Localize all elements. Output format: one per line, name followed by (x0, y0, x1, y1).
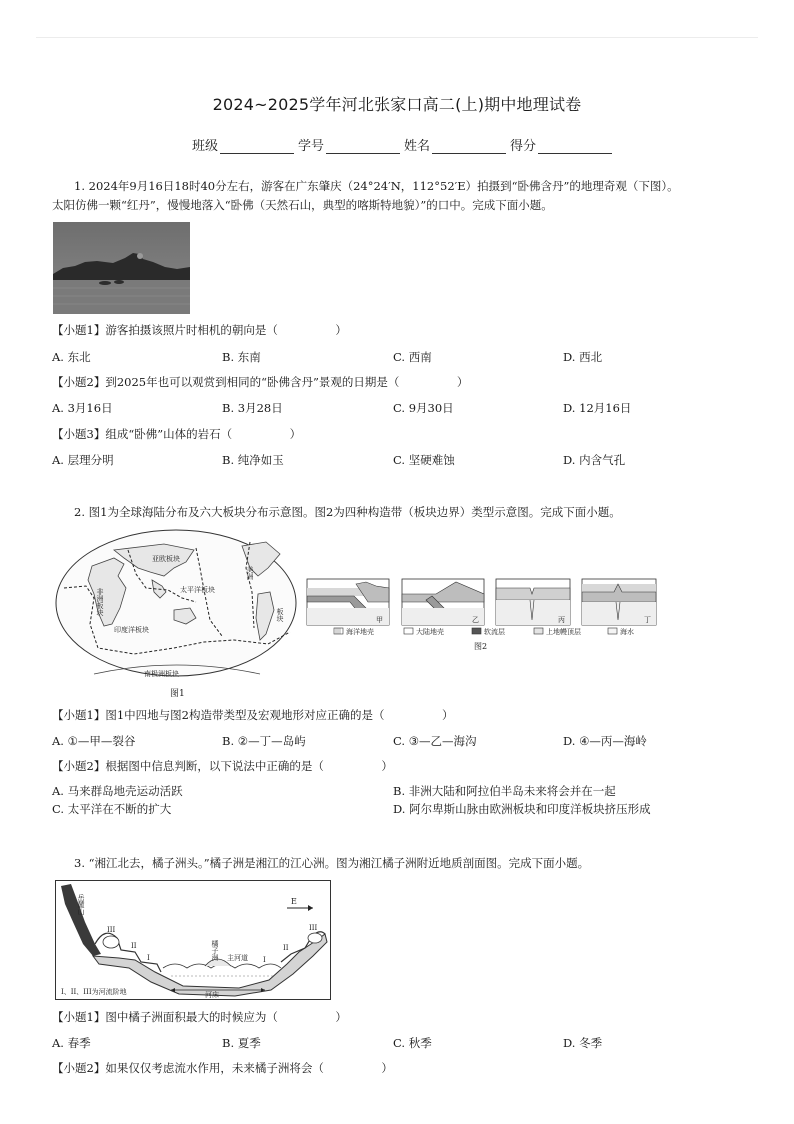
exam-title: 2024~2025学年河北张家口高二(上)期中地理试卷 (212, 95, 582, 114)
q3-label-island: 橘子洲 (211, 940, 219, 961)
fig2-label-jia: 甲 (376, 616, 383, 624)
class-field[interactable] (192, 135, 294, 154)
plate-label-pacific: 太平洋板块 (180, 586, 215, 594)
q3-terrace-note: I、II、III为河流阶地 (61, 988, 127, 996)
q3-terrace-left-3: III (107, 926, 116, 934)
q1-sub1-stem: 【小题1】游客拍摄该照片时相机的朝向是（ ） (52, 323, 347, 337)
q1-photo (53, 222, 190, 318)
q1-sub3-stem: 【小题3】组成“卧佛”山体的岩石（ ） (52, 427, 302, 441)
q2-sub2-option-c[interactable]: C. 太平洋在不断的扩大 (52, 802, 172, 816)
number-label: 学号 (298, 139, 325, 154)
q2-sub1-stem: 【小题1】图1中四地与图2构造带类型及宏观地形对应正确的是（ ） (52, 708, 454, 722)
q3-label-east: E (291, 897, 297, 906)
legend-oceanic-crust: 海洋地壳 (346, 628, 374, 636)
plate-label-eurasian: 亚欧板块 (152, 555, 180, 563)
name-label: 姓名 (404, 139, 431, 154)
q2-fig2-plate-boundaries (306, 578, 658, 656)
q3-terrace-right-3: III (309, 924, 318, 932)
q3-label-channel: 主河道 (227, 954, 248, 962)
score-blank[interactable] (538, 139, 612, 154)
q3-terrace-right-2: II (283, 944, 289, 952)
q3-sub1-stem: 【小题1】图中橘子洲面积最大的时候应为（ ） (52, 1010, 347, 1024)
q3-terrace-left-2: II (131, 942, 137, 950)
plate-label-indian: 印度洋板块 (114, 626, 149, 634)
q3-sub1-option-a[interactable]: A. 春季 (52, 1036, 91, 1050)
q1-sub3-option-c[interactable]: C. 坚硬难蚀 (393, 453, 455, 467)
q1-sub2-option-b[interactable]: B. 3月28日 (222, 401, 283, 415)
q2-sub1-option-c[interactable]: C. ③—乙—海沟 (393, 734, 477, 748)
q1-sub2-stem: 【小题2】到2025年也可以观赏到相同的“卧佛含丹”景观的日期是（ ） (52, 375, 469, 389)
legend-continental-crust: 大陆地壳 (416, 628, 444, 636)
number-field[interactable] (298, 135, 400, 154)
fig2-panel-bing (496, 579, 570, 625)
plate-label-ban: 板块 (276, 608, 284, 622)
fig2-legend (334, 627, 634, 636)
q3-sub1-option-c[interactable]: C. 秋季 (393, 1036, 432, 1050)
q3-cross-section-figure (55, 880, 331, 1004)
q2-sub2-stem: 【小题2】根据图中信息判断，以下说法中正确的是（ ） (52, 759, 393, 773)
fig2-panel-jia (307, 579, 389, 625)
q2-sub2-option-d[interactable]: D. 阿尔卑斯山脉由欧洲板块和印度洋板块挤压形成 (393, 802, 651, 816)
q2-sub1-option-b[interactable]: B. ②—丁—岛屿 (222, 734, 306, 748)
legend-seawater: 海水 (620, 628, 634, 636)
name-blank[interactable] (432, 139, 506, 154)
q2-stem: 2. 图1为全球海陆分布及六大板块分布示意图。图2为四种构造带（板块边界）类型示意图。完成下面小题。 (74, 505, 621, 519)
q3-terrace-right-1: I (263, 956, 266, 964)
q3-sub1-option-b[interactable]: B. 夏季 (222, 1036, 261, 1050)
q1-stem-line2: 太阳仿佛一颗“红丹”，慢慢地落入“卧佛（天然石山，典型的喀斯特地貌）”的口中。完成下面小题。 (52, 198, 553, 212)
legend-upper-mantle: 上地幔顶层 (546, 628, 581, 636)
fig2-label-ding: 丁 (644, 616, 651, 624)
q3-sub2-stem: 【小题2】如果仅仅考虑流水作用，未来橘子洲将会（ ） (52, 1061, 393, 1075)
score-field[interactable] (510, 135, 612, 154)
fig2-label-bing: 丙 (558, 616, 565, 624)
q2-sub2-option-b[interactable]: B. 非洲大陆和阿拉伯半岛未来将会并在一起 (393, 784, 616, 798)
q2-sub2-option-a[interactable]: A. 马来群岛地壳运动活跃 (52, 784, 183, 798)
class-label: 班级 (192, 139, 219, 154)
number-blank[interactable] (326, 139, 400, 154)
q2-fig1-caption: 图1 (170, 689, 185, 699)
q1-sub2-option-c[interactable]: C. 9月30日 (393, 401, 454, 415)
q2-fig2-caption: 图2 (474, 642, 488, 651)
q2-fig1-world-plates-map (54, 528, 299, 702)
q1-sub1-option-a[interactable]: A. 东北 (52, 350, 91, 364)
q3-label-riverbed: 河床 (205, 991, 219, 999)
q2-sub1-option-a[interactable]: A. ①—甲—裂谷 (52, 734, 136, 748)
q1-sub3-option-b[interactable]: B. 纯净如玉 (222, 453, 284, 467)
q1-stem-line1: 1. 2024年9月16日18时40分左右，游客在广东肇庆（24°24′N，112°52′E）拍摄到“卧佛含丹”的地理奇观（下图）。 (74, 179, 679, 193)
plate-label-antarctic: 南极洲板块 (144, 670, 179, 678)
q1-sub2-option-a[interactable]: A. 3月16日 (52, 401, 113, 415)
fig2-panel-yi (402, 579, 484, 625)
page-top-rule (36, 37, 758, 38)
q1-sub1-option-d[interactable]: D. 西北 (563, 350, 603, 364)
q3-label-mountain: 岳麓山 (77, 894, 85, 915)
student-info-line (192, 135, 616, 154)
plate-label-america: 美洲 (246, 566, 254, 580)
q2-sub1-option-d[interactable]: D. ④—丙—海岭 (563, 734, 647, 748)
q3-stem: 3. “湘江北去，橘子洲头。”橘子洲是湘江的江心洲。图为湘江橘子洲附近地质剖面图。完成下面小题。 (74, 856, 590, 870)
fig2-label-yi: 乙 (472, 616, 479, 624)
q3-sub1-option-d[interactable]: D. 冬季 (563, 1036, 603, 1050)
q1-sub3-option-d[interactable]: D. 内含气孔 (563, 453, 626, 467)
score-label: 得分 (510, 139, 537, 154)
q3-terrace-left-1: I (147, 954, 150, 962)
class-blank[interactable] (220, 139, 294, 154)
plate-label-african: 非洲板块 (96, 588, 104, 616)
q1-sub2-option-d[interactable]: D. 12月16日 (563, 401, 632, 415)
q1-sub1-option-c[interactable]: C. 西南 (393, 350, 432, 364)
q1-sub3-option-a[interactable]: A. 层理分明 (52, 453, 114, 467)
q1-sub1-option-b[interactable]: B. 东南 (222, 350, 261, 364)
name-field[interactable] (404, 135, 506, 154)
legend-asthenosphere: 软流层 (484, 628, 505, 636)
fig2-panel-ding (582, 579, 656, 625)
